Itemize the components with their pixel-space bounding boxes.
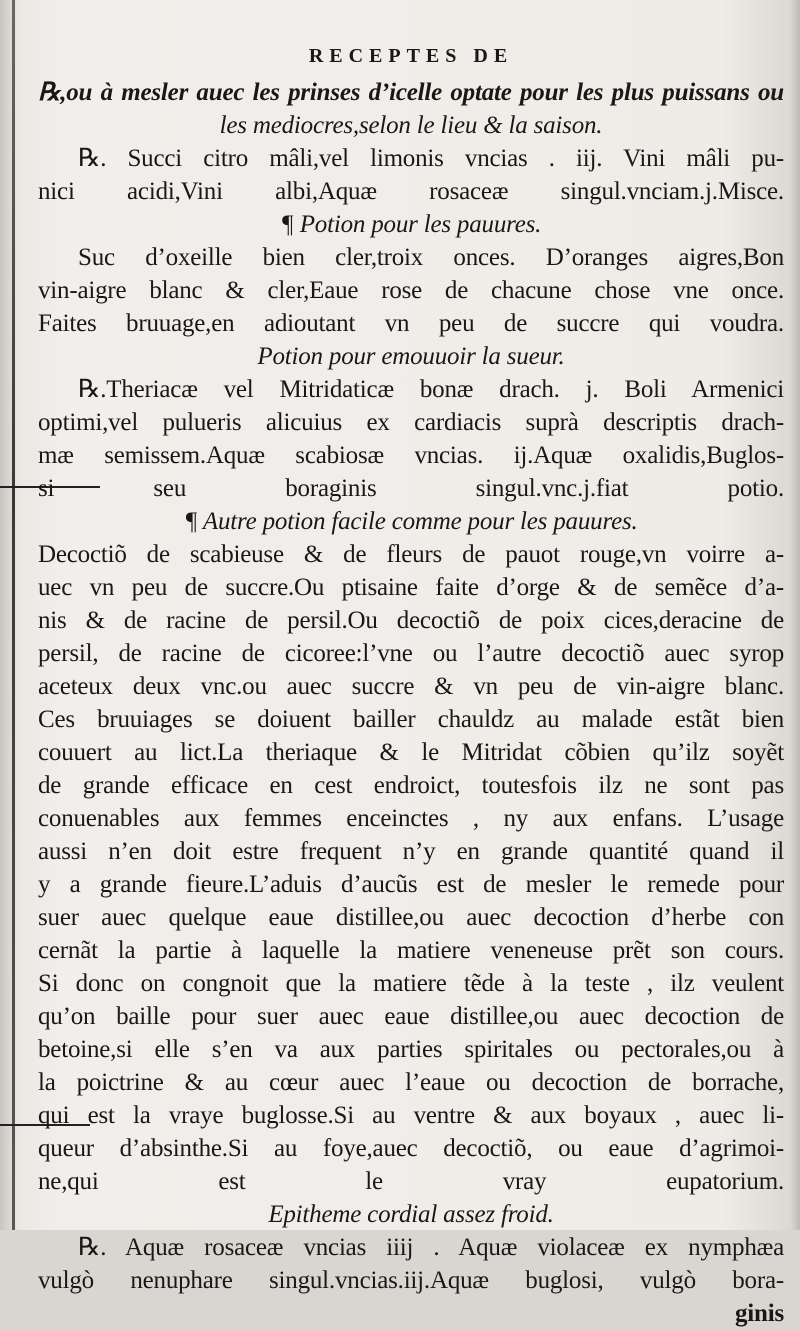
text-line: ℞. Aquæ rosaceæ vncias iiij . Aquæ violaceæ ex nymphæa <box>78 1234 784 1261</box>
section-heading: Epitheme cordial assez froid. <box>268 1201 554 1228</box>
text-line: vulgò nenuphare singul.vncias.iij.Aquæ buglosi, vulgò bora- <box>38 1267 784 1294</box>
text-line: uec vn peu de succre.Ou ptisaine faite d’orge & de semẽce d’a- <box>38 574 784 601</box>
text-line: ℞,ou à mesler auec les prinses d’icelle optate pour les plus puissans ou <box>38 79 784 106</box>
text-line: qui est la vraye buglosse.Si au ventre & aux boyaux , auec li- <box>38 1102 784 1129</box>
text-line: Ces bruuiages se doiuent bailler chauldz au malade estãt bien <box>38 706 784 733</box>
text-line: ne,qui est le vray eupatorium. <box>38 1168 784 1195</box>
text-line: nis & de racine de persil.Ou decoctiõ de poix cices,deracine de <box>38 607 784 634</box>
text-line: Suc d’oxeille bien cler,troix onces. D’oranges aigres,Bon <box>78 244 784 271</box>
text-line: persil, de racine de cicoree:l’vne ou l’autre decoctiõ auec syrop <box>38 640 784 667</box>
text-line: si seu boraginis singul.vnc.j.fiat potio. <box>38 475 784 502</box>
text-line: couuert au lict.La theriaque & le Mitridat cõbien qu’ilz soyẽt <box>38 739 784 766</box>
text-line: ℞. Succi citro mâli,vel limonis vncias . iij. Vini mâli pu- <box>78 145 784 172</box>
text-line: mæ semissem.Aquæ scabiosæ vncias. ij.Aquæ oxalidis,Buglos- <box>38 442 784 469</box>
text-line: ℞.Theriacæ vel Mitridaticæ bonæ drach. j. Boli Armenici <box>78 376 784 403</box>
text-line: qu’on baille pour suer auec eaue distillee,ou auec decoction de <box>38 1003 784 1030</box>
page-gutter-edge <box>12 0 15 1230</box>
text-line: betoine,si elle s’en va aux parties spiritales ou pectorales,ou à <box>38 1036 784 1063</box>
page-text <box>38 36 784 1330</box>
text-line: ginis <box>734 1300 784 1327</box>
text-line: la poictrine & au cœur auec l’eaue ou decoction de borrache, <box>38 1069 784 1096</box>
text-line: suer auec quelque eaue distillee,ou auec decoction d’herbe con <box>38 904 784 931</box>
section-heading: ¶ Autre potion facile comme pour les pauures. <box>184 508 638 535</box>
text-line: queur d’absinthe.Si au foye,auec decoctiõ, ou eaue d’agrimoi- <box>38 1135 784 1162</box>
text-line: aussi n’en doit estre frequent n’y en grande quantité quand il <box>38 838 784 865</box>
text-line: cernãt la partie à laquelle la matiere veneneuse prẽt son cours. <box>38 937 784 964</box>
text-line: vin-aigre blanc & cler,Eaue rose de chacune chose vne once. <box>38 277 784 304</box>
text-line: nici acidi,Vini albi,Aquæ rosaceæ singul.vnciam.j.Misce. <box>38 178 784 205</box>
text-line: aceteux deux vnc.ou auec succre & vn peu de vin-aigre blanc. <box>38 673 784 700</box>
section-heading: ¶ Potion pour les pauures. <box>280 211 542 238</box>
text-line: y a grande fieure.L’aduis d’aucũs est de mesler le remede pour <box>38 871 784 898</box>
text-line: conuenables aux femmes enceinctes , ny aux enfans. L’usage <box>38 805 784 832</box>
text-line: Faites bruuage,en adioutant vn peu de succre qui voudra. <box>38 310 784 337</box>
text-line: Si donc on congnoit que la matiere tẽde à la teste , ilz veulent <box>38 970 784 997</box>
section-heading: les mediocres,selon le lieu & la saison. <box>219 112 603 139</box>
running-header: RECEPTES DE <box>308 45 514 67</box>
section-heading: Potion pour emouuoir la sueur. <box>257 343 565 370</box>
text-line: de grande efficace en cest endroict, toutesfois ilz ne sont pas <box>38 772 784 799</box>
text-line: Decoctiõ de scabieuse & de fleurs de pauot rouge,vn voirre a- <box>38 541 784 568</box>
text-line: optimi,vel pulueris alicuius ex cardiacis suprà descriptis drach- <box>38 409 784 436</box>
